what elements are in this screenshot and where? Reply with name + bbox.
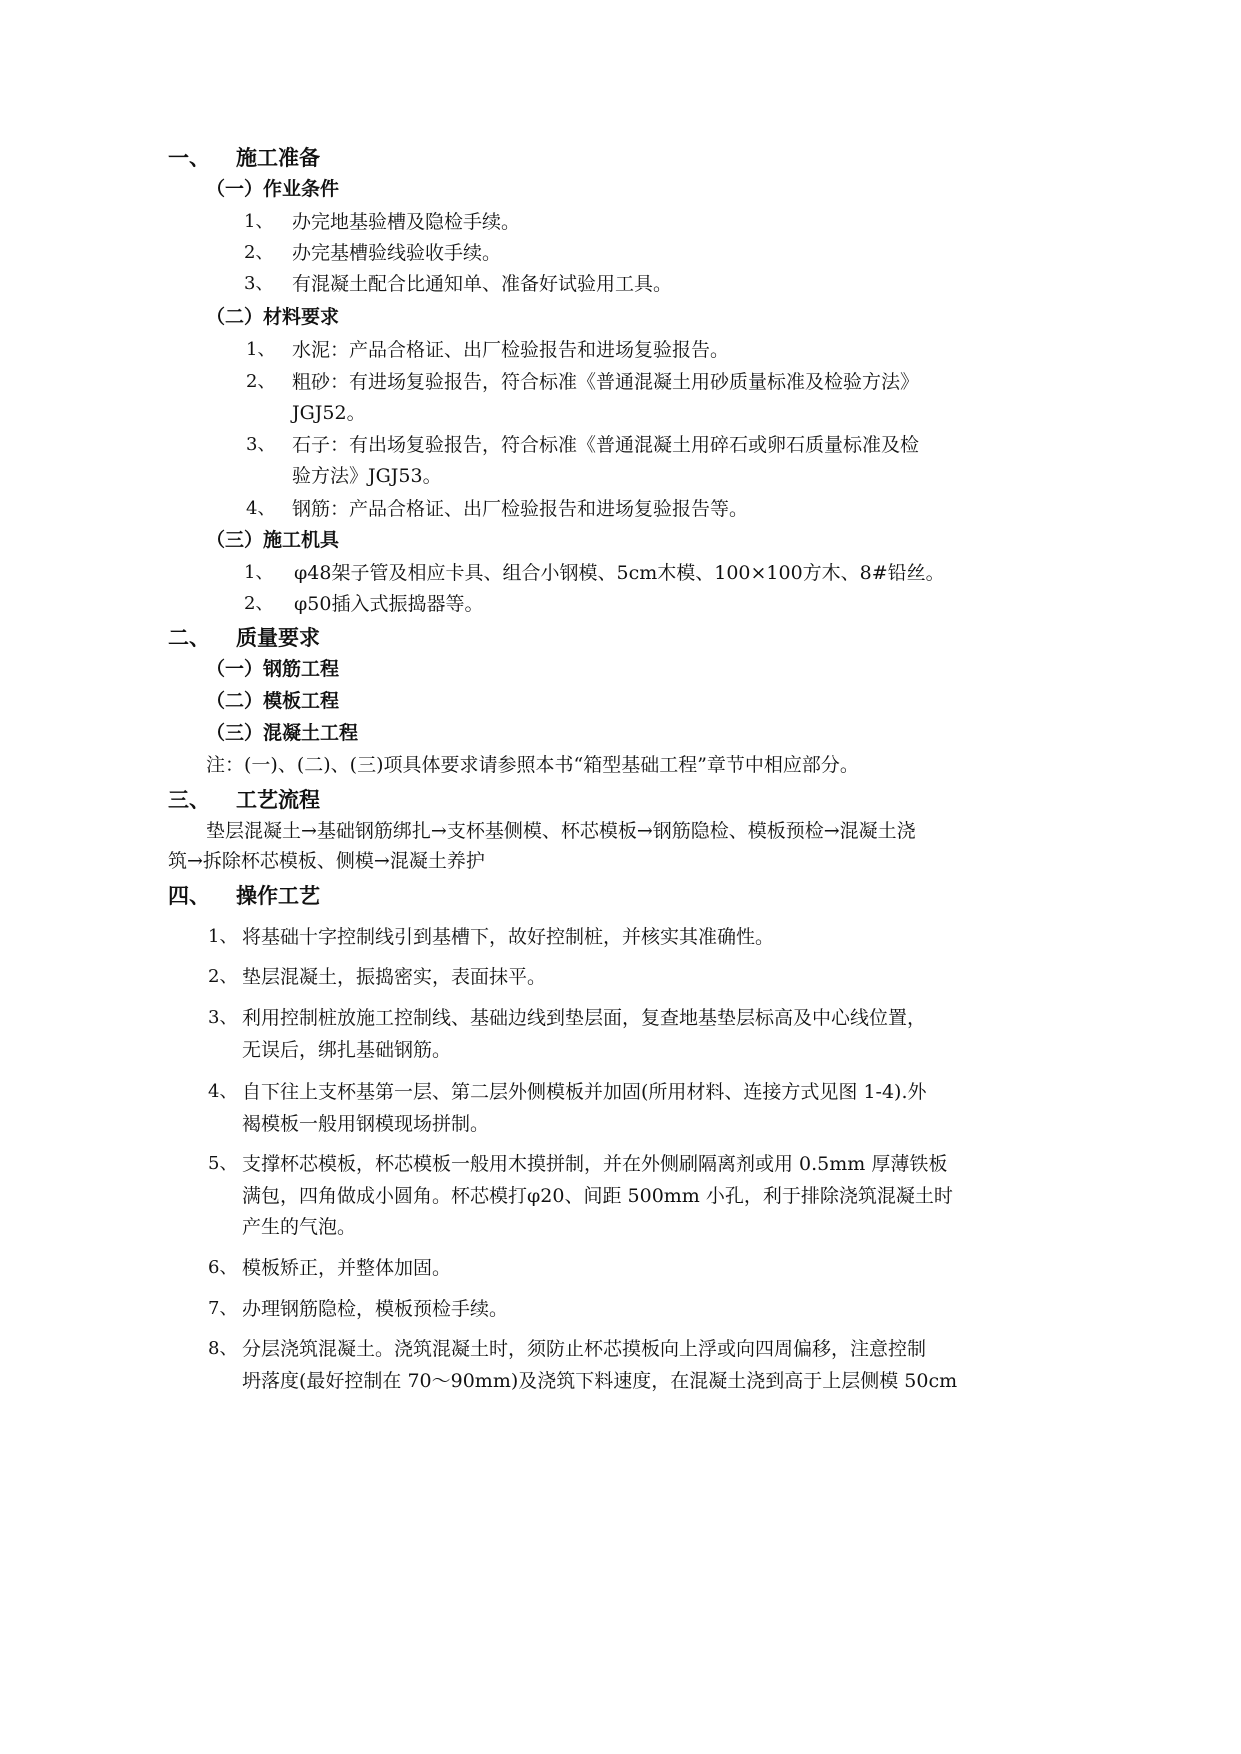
list-item-number: 3、 — [208, 1007, 238, 1028]
list-item-number: 1、 — [208, 926, 238, 947]
list-item-text: 分层浇筑混凝土。浇筑混凝土时，须防止杯芯摸板向上浮或向四周偏移，注意控制 — [242, 1338, 927, 1360]
list-item-number: 2、 — [246, 371, 276, 392]
list-item-text: 粗砂：有进场复验报告，符合标准《普通混凝土用砂质量标准及检验方法》 — [292, 371, 920, 393]
list-item-number: 1、 — [244, 562, 274, 583]
list-item-text: 将基础十字控制线引到基槽下，故好控制桩，并核实其准确性。 — [242, 926, 775, 948]
list-item-number: 1、 — [246, 339, 276, 360]
list-item-number: 5、 — [208, 1153, 238, 1174]
list-item-text: 办完基槽验线验收手续。 — [292, 242, 502, 264]
note-text: 注：(一)、(二)、(三)项具体要求请参照本书“箱型基础工程”章节中相应部分。 — [206, 754, 859, 776]
list-item-number: 2、 — [244, 593, 274, 614]
list-item-text: φ50插入式振捣器等。 — [294, 593, 484, 615]
section-2-number: 二、 — [168, 626, 210, 650]
list-item-text: 办理钢筋隐检，模板预检手续。 — [242, 1298, 509, 1320]
list-item-text-continued: 褐模板一般用钢模现场拼制。 — [242, 1113, 490, 1135]
list-item-text-continued: JGJ52。 — [292, 402, 366, 424]
list-item-number: 2、 — [244, 242, 274, 263]
list-item-number: 3、 — [246, 434, 276, 455]
list-item-number: 6、 — [208, 1257, 238, 1278]
list-item-number: 7、 — [208, 1298, 238, 1319]
list-item-text-continued: 满包，四角做成小圆角。杯芯模打φ20、间距 500mm 小孔，利于排除浇筑混凝土时 — [242, 1185, 953, 1207]
list-item-text: 利用控制桩放施工控制线、基础边线到垫层面，复查地基垫层标高及中心线位置， — [242, 1007, 927, 1029]
subsection-1-1: （一）作业条件 — [206, 178, 340, 200]
list-item-text: 水泥：产品合格证、出厂检验报告和进场复验报告。 — [292, 339, 730, 361]
list-item-text: 办完地基验槽及隐检手续。 — [292, 211, 521, 233]
list-item-text-continued: 验方法》JGJ53。 — [292, 465, 442, 487]
list-item-text-continued: 无误后，绑扎基础钢筋。 — [242, 1039, 452, 1061]
subsection-1-2: （二）材料要求 — [206, 306, 340, 328]
section-1-title: 施工准备 — [236, 146, 320, 170]
list-item-number: 8、 — [208, 1338, 238, 1359]
list-item-text: 石子：有出场复验报告，符合标准《普通混凝土用碎石或卵石质量标准及检 — [292, 434, 920, 456]
list-item-number: 4、 — [246, 498, 276, 519]
subsection-2-2: （二）模板工程 — [206, 690, 340, 712]
list-item-text: 垫层混凝土，振捣密实，表面抹平。 — [242, 966, 547, 988]
list-item-number: 1、 — [244, 211, 274, 232]
list-item-text: 钢筋：产品合格证、出厂检验报告和进场复验报告等。 — [292, 498, 749, 520]
subsection-2-1: （一）钢筋工程 — [206, 658, 340, 680]
list-item-number: 2、 — [208, 966, 238, 987]
list-item-text-continued: 产生的气泡。 — [242, 1216, 357, 1238]
process-flow-line-2: 筑→拆除杯芯模板、侧模→混凝土养护 — [168, 850, 485, 872]
subsection-2-3: （三）混凝土工程 — [206, 722, 359, 744]
process-flow-line-1: 垫层混凝土→基础钢筋绑扎→支杯基侧模、杯芯模板→钢筋隐检、模板预检→混凝土浇 — [206, 820, 916, 842]
section-4-title: 操作工艺 — [236, 884, 320, 908]
section-2-title: 质量要求 — [236, 626, 320, 650]
list-item-number: 4、 — [208, 1081, 238, 1102]
section-1-number: 一、 — [168, 146, 210, 170]
list-item-text-continued: 坍落度(最好控制在 70～90mm)及浇筑下料速度，在混凝土浇到高于上层侧模 50cm — [242, 1370, 958, 1392]
list-item-text: 模板矫正，并整体加固。 — [242, 1257, 452, 1279]
list-item-text: 有混凝土配合比通知单、准备好试验用工具。 — [292, 273, 673, 295]
list-item-text: 支撑杯芯模板，杯芯模板一般用木摸拼制，并在外侧刷隔离剂或用 0.5mm 厚薄铁板 — [242, 1153, 948, 1175]
list-item-text: 自下往上支杯基第一层、第二层外侧模板并加固(所用材料、连接方式见图 1-4).外 — [242, 1081, 927, 1103]
list-item-text: φ48架子管及相应卡具、组合小钢模、5cm木模、100×100方木、8#铅丝。 — [294, 562, 945, 584]
section-3-number: 三、 — [168, 788, 210, 812]
section-4-number: 四、 — [168, 884, 210, 908]
section-3-title: 工艺流程 — [236, 788, 320, 812]
subsection-1-3: （三）施工机具 — [206, 529, 340, 551]
list-item-number: 3、 — [244, 273, 274, 294]
